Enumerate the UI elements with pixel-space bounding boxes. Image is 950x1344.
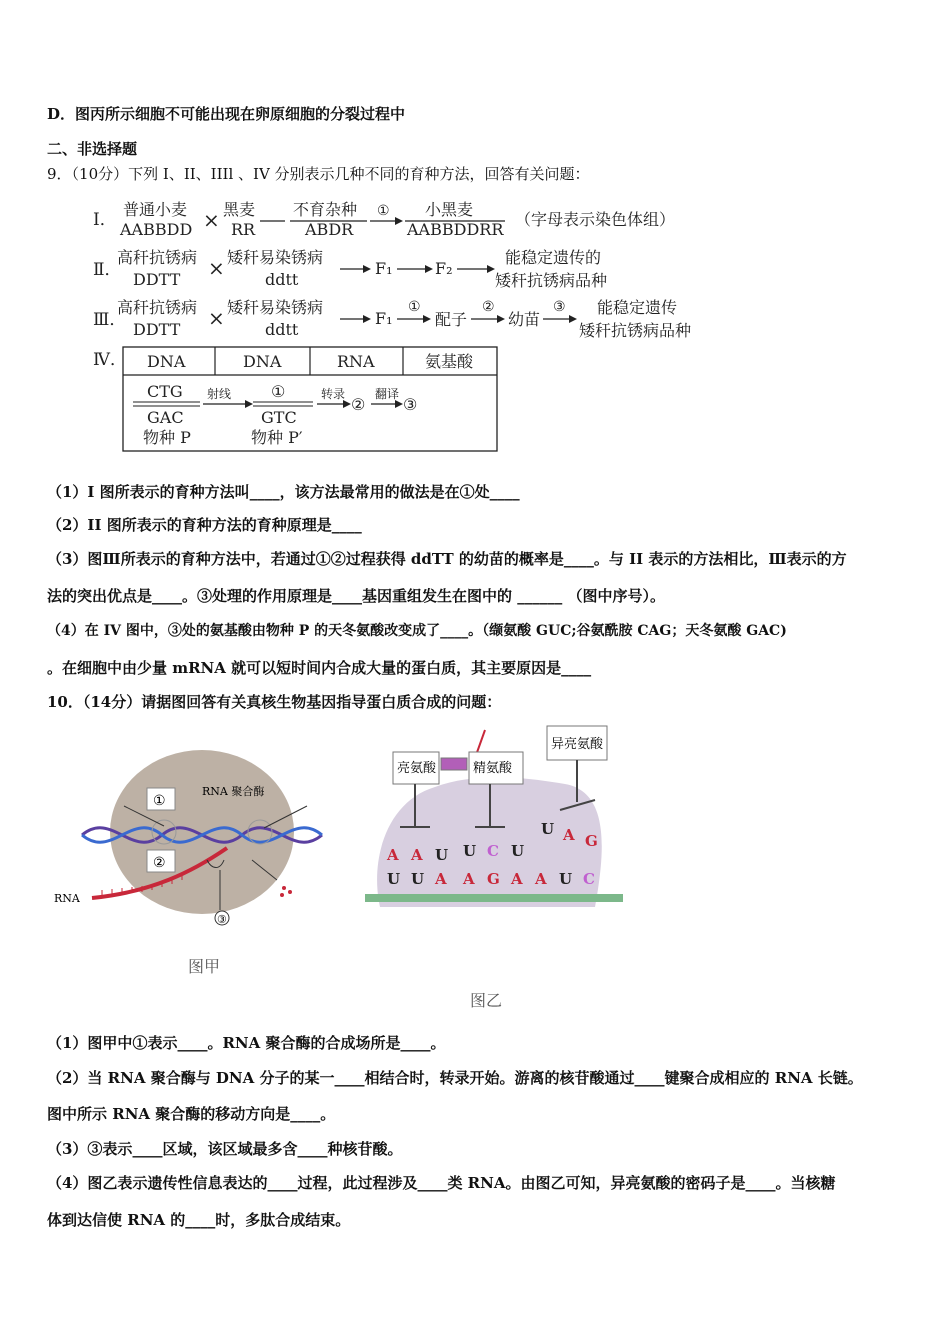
q10-part3: （3）③表示____区域，该区域最多含____种核苷酸。 bbox=[47, 1140, 403, 1158]
yi-mrna-1: U bbox=[387, 870, 401, 888]
section-heading: 二、非选择题 bbox=[47, 140, 138, 158]
q9-part3b: 法的突出优点是____。③处理的作用原理是____基因重组发生在图中的 ______ （图中序号）。 bbox=[47, 587, 665, 605]
row-i-product: 小黑麦 bbox=[425, 200, 474, 219]
jia-rna-label: RNA bbox=[54, 892, 80, 905]
yi-mrna-6: A bbox=[511, 870, 523, 888]
row-ii-parent1-genotype: DDTT bbox=[133, 270, 181, 289]
yi-mrna-9: C bbox=[583, 870, 595, 888]
q10-part4b: 体到达信使 RNA 的____时，多肽合成结束。 bbox=[47, 1211, 351, 1229]
yi-amino-acid-1: 亮氨酸 bbox=[397, 761, 437, 776]
row-i-parent2: 黑麦 bbox=[223, 200, 256, 219]
figure-jia-caption: 图甲 bbox=[188, 957, 221, 976]
row-iii-label: Ⅲ． bbox=[93, 310, 127, 330]
row-ii-parent2: 矮秆易染锈病 bbox=[227, 248, 324, 267]
yi-mrna-8: U bbox=[559, 870, 573, 888]
q10-part2b: 图中所示 RNA 聚合酶的移动方向是____。 bbox=[47, 1105, 336, 1123]
yi-anticodon2-1: U bbox=[463, 842, 477, 860]
figure-yi-caption: 图乙 bbox=[470, 991, 503, 1010]
yi-amino-acid-3: 异亮氨酸 bbox=[551, 737, 604, 752]
row-i-hybrid-genome: ABDR bbox=[305, 220, 354, 239]
row-ii-result-line1: 能稳定遗传的 bbox=[505, 248, 602, 267]
row-iii-parent1-genotype: DDTT bbox=[133, 320, 181, 339]
row-i-note: （字母表示染色体组） bbox=[515, 210, 676, 229]
yi-anticodon1-2: A bbox=[411, 846, 423, 864]
row-ii-f2: F₂ bbox=[435, 259, 453, 278]
row-iv-header-dna1: DNA bbox=[147, 352, 186, 371]
question-9-stem: 9．（10分）下列 I、II、IIIl 、IV 分别表示几种不同的育种方法，回答有关问题： bbox=[47, 165, 590, 183]
yi-anticodon3-2: A bbox=[563, 826, 575, 844]
row-iv-header-rna: RNA bbox=[337, 352, 375, 371]
option-d: D．图丙所示细胞不可能出现在卵原细胞的分裂过程中 bbox=[47, 105, 406, 123]
row-i-step1: ① bbox=[377, 203, 390, 219]
question-10-stem: 10．（14分）请据图回答有关真核生物基因指导蛋白质合成的问题： bbox=[47, 693, 502, 711]
jia-enzyme-label: RNA 聚合酶 bbox=[202, 785, 265, 798]
row-ii-f1: F₁ bbox=[375, 259, 393, 278]
row-i-product-genome: AABBDDRR bbox=[407, 220, 504, 239]
yi-anticodon2-2: C bbox=[487, 842, 499, 860]
row-iv-transcription: 转录 bbox=[321, 387, 346, 401]
row-ii-result-line2: 矮秆抗锈病品种 bbox=[495, 271, 608, 290]
figure-jia-transcription bbox=[52, 740, 342, 940]
row-iv-header-dna2: DNA bbox=[243, 352, 282, 371]
row-iv-header-amino-acid: 氨基酸 bbox=[425, 352, 474, 371]
yi-anticodon2-3: U bbox=[511, 842, 525, 860]
row-i-parent1-genome: AABBDD bbox=[120, 220, 193, 239]
q10-part4a: （4）图乙表示遗传性信息表达的____过程，此过程涉及____类 RNA。由图乙可知，异亮氨酸的密码子是____。当核糖 bbox=[47, 1174, 836, 1192]
q9-part1: （1）I 图所表示的育种方法叫____，该方法最常用的做法是在①处____ bbox=[47, 483, 520, 501]
jia-label-3: ③ bbox=[217, 913, 227, 926]
row-iii-result-line1: 能稳定遗传 bbox=[597, 298, 678, 317]
jia-label-1: ① bbox=[153, 793, 166, 809]
yi-amino-acid-2: 精氨酸 bbox=[473, 761, 513, 776]
row-iii-result-line2: 矮秆抗锈病品种 bbox=[579, 321, 692, 340]
row-iii-parent1: 高秆抗锈病 bbox=[117, 298, 198, 317]
row-iv-species-p: 物种 P bbox=[143, 428, 191, 447]
yi-mrna-5: G bbox=[487, 870, 500, 888]
yi-mrna-3: A bbox=[435, 870, 447, 888]
row-iv-species-p-prime: 物种 P′ bbox=[251, 428, 303, 447]
row-iii-step2: ② bbox=[482, 299, 495, 315]
svg-text:×: × bbox=[203, 208, 220, 232]
row-iii-step3: ③ bbox=[553, 299, 566, 315]
row-iii-parent2-genotype: ddtt bbox=[265, 320, 299, 339]
q9-part4a: （4）在 IV 图中，③处的氨基酸由物种 P 的天冬氨酸改变成了____。（缬氨酸 GUC;谷氨酰胺 CAG；天冬氨酸 GAC) bbox=[47, 623, 787, 639]
row-iv-gac: GAC bbox=[147, 408, 184, 427]
row-iv-circle3: ③ bbox=[403, 395, 418, 414]
row-i-parent2-genome: RR bbox=[231, 220, 256, 239]
q10-part1: （1）图甲中①表示____。RNA 聚合酶的合成场所是____。 bbox=[47, 1034, 446, 1052]
yi-anticodon3-1: U bbox=[541, 820, 555, 838]
yi-mrna-2: U bbox=[411, 870, 425, 888]
row-iv-label: Ⅳ． bbox=[93, 350, 127, 370]
row-iii-gamete: 配子 bbox=[435, 310, 468, 329]
row-iv-translation: 翻译 bbox=[375, 387, 400, 401]
row-i-parent1: 普通小麦 bbox=[123, 200, 188, 219]
yi-mrna-4: A bbox=[463, 870, 475, 888]
breeding-diagram bbox=[85, 195, 725, 457]
yi-anticodon1-3: U bbox=[435, 846, 449, 864]
figure-yi-translation bbox=[365, 722, 630, 932]
row-iii-step1: ① bbox=[408, 299, 421, 315]
q9-part2: （2）II 图所表示的育种方法的育种原理是____ bbox=[47, 516, 362, 534]
q9-part4b: 。在细胞中由少量 mRNA 就可以短时间内合成大量的蛋白质，其主要原因是____ bbox=[47, 659, 592, 677]
svg-text:×: × bbox=[208, 306, 225, 330]
row-iv-gtc: GTC bbox=[261, 408, 297, 427]
jia-label-2: ② bbox=[153, 855, 166, 871]
row-ii-parent2-genotype: ddtt bbox=[265, 270, 299, 289]
yi-anticodon3-3: G bbox=[585, 832, 598, 850]
yi-anticodon1-1: A bbox=[387, 846, 399, 864]
row-i-label: I． bbox=[93, 210, 117, 230]
q10-part2a: （2）当 RNA 聚合酶与 DNA 分子的某一____相结合时，转录开始。游离的核苷酸通过____键聚合成相应的 RNA 长链。 bbox=[47, 1069, 863, 1087]
row-iii-parent2: 矮秆易染锈病 bbox=[227, 298, 324, 317]
row-ii-label: Ⅱ． bbox=[93, 260, 122, 280]
row-iv-circle1: ① bbox=[271, 382, 286, 401]
row-iii-f1: F₁ bbox=[375, 309, 393, 328]
svg-text:×: × bbox=[208, 256, 225, 280]
row-iv-circle2: ② bbox=[351, 395, 366, 414]
yi-mrna-7: A bbox=[535, 870, 547, 888]
q9-part3a: （3）图Ⅲ所表示的育种方法中，若通过①②过程获得 ddTT 的幼苗的概率是____。与 II 表示的方法相比，Ⅲ表示的方 bbox=[47, 550, 847, 568]
row-i-hybrid: 不育杂种 bbox=[293, 200, 358, 219]
row-ii-parent1: 高秆抗锈病 bbox=[117, 248, 198, 267]
row-iv-ctg: CTG bbox=[147, 382, 183, 401]
mrna-strand bbox=[365, 894, 623, 902]
row-iv-ray: 射线 bbox=[207, 387, 232, 401]
row-iii-seedling: 幼苗 bbox=[508, 310, 541, 329]
